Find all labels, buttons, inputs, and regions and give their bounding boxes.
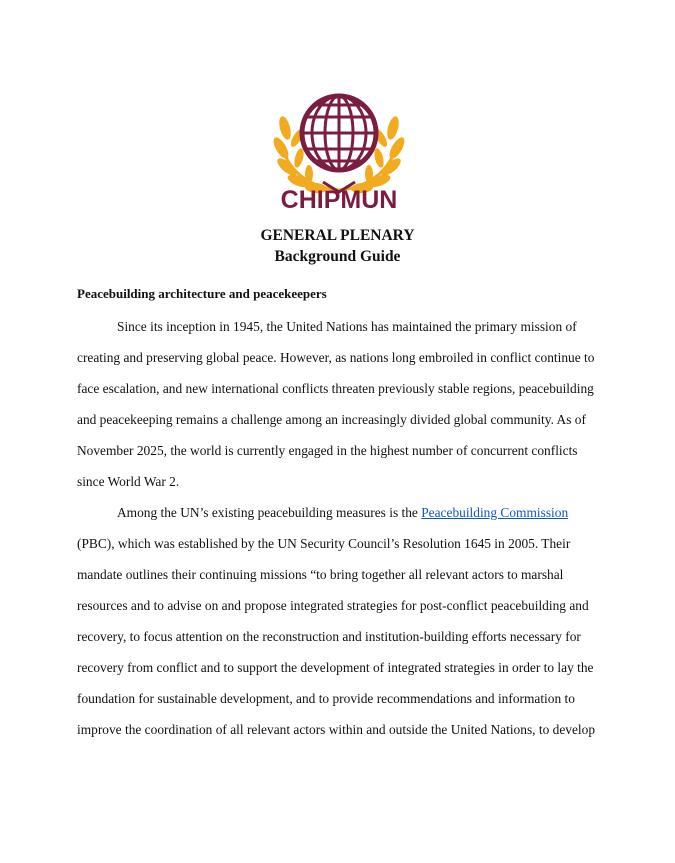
paragraph-text: Among the UN’s existing peacebuilding measures is the xyxy=(117,505,422,520)
paragraph-line: since World War 2. xyxy=(77,474,180,489)
paragraph-line: and peacekeeping remains a challenge among an increasingly divided global community. As of xyxy=(77,412,586,427)
paragraph-line: (PBC), which was established by the UN Security Council’s Resolution 1645 in 2005. Their xyxy=(77,536,571,551)
paragraph-line: November 2025, the world is currently engaged in the highest number of concurrent conflicts xyxy=(77,443,578,458)
page-title: GENERAL PLENARY xyxy=(260,227,415,244)
logo-wordmark: CHIPMUN xyxy=(280,186,398,214)
paragraph-line xyxy=(77,503,602,534)
body-text xyxy=(77,317,602,751)
paragraph-line: mandate outlines their continuing missions “to bring together all relevant actors to marshal xyxy=(77,567,564,582)
paragraph-line: face escalation, and new international conflicts threaten previously stable regions, peacebuilding xyxy=(77,381,594,396)
paragraph-line: improve the coordination of all relevant actors within and outside the United Nations, to develop xyxy=(77,722,596,737)
paragraph-line: creating and preserving global peace. However, as nations long embroiled in conflict continue to xyxy=(77,350,595,365)
globe-icon xyxy=(302,96,376,170)
page-subtitle: Background Guide xyxy=(274,248,401,265)
paragraph-line: Since its inception in 1945, the United Nations has maintained the primary mission of xyxy=(117,319,577,334)
chipmun-logo xyxy=(213,66,465,222)
paragraph-line: resources and to advise on and propose integrated strategies for post-conflict peacebuilding and xyxy=(77,598,589,613)
section-heading: Peacebuilding architecture and peacekeepers xyxy=(77,286,327,301)
paragraph-line: foundation for sustainable development, and to provide recommendations and information to xyxy=(77,691,575,706)
peacebuilding-commission-link[interactable]: Peacebuilding Commission xyxy=(421,505,569,520)
paragraph-line: recovery, to focus attention on the reconstruction and institution-building efforts necessary for xyxy=(77,629,581,644)
paragraph-line: recovery from conflict and to support the development of integrated strategies in order to lay the xyxy=(77,660,594,675)
